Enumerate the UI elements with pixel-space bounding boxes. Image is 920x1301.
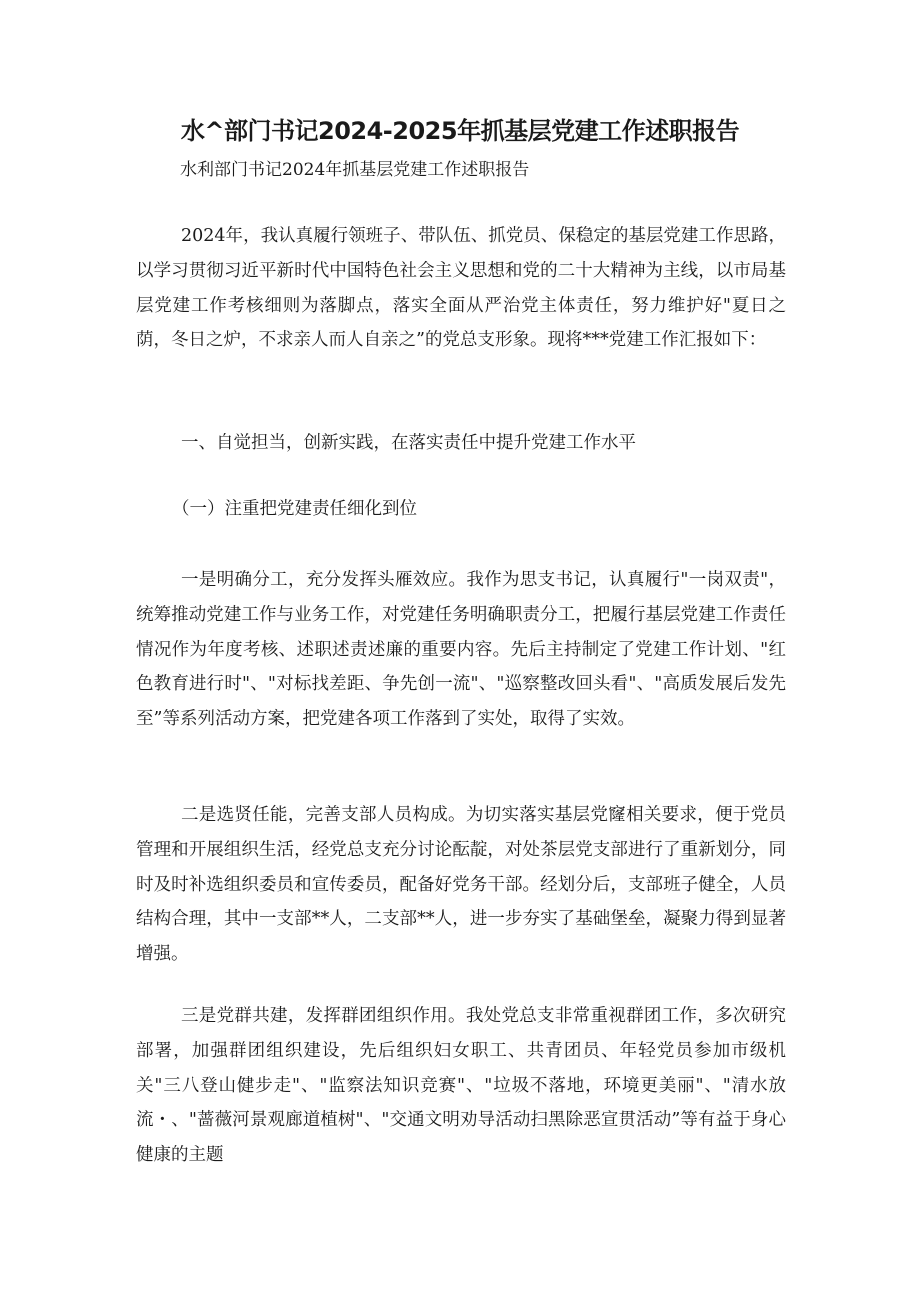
subsection-heading: （一）注重把党建责任细化到位 (172, 499, 417, 519)
point-one-paragraph: 一是明确分工，充分发挥头雁效应。我作为思支书记，认真履行"一岗双责"，统筹推动党建工作与业务工作，对党建任务明确职责分工，把履行基层党建工作责任情况作为年度考核、述职述责述廉的重要内容。先后主持制定了党建工作计划、"红色教育进行时"、"对标找差距、争先创一流"、"巡察整改回头看"、"高质发展后发先至”等系列活动方案，把党建各项工作落到了实处，取得了实效。 (136, 570, 786, 730)
section-heading: 一、自觉担当，创新实践，在落实责任中提升党建工作水平 (181, 433, 636, 453)
document-subtitle: 水利部门书记2024年抓基层党建工作述职报告 (180, 160, 530, 180)
document-title: 水^部门书记2024-2025年抓基层党建工作述职报告 (180, 117, 740, 145)
point-three-paragraph: 三是党群共建，发挥群团组织作用。我处党总支非常重视群团工作，多次研究部署，加强群团组织建设，先后组织妇女职工、共青团员、年轻党员参加市级机关"三八登山健步走"、"监察法知识竞赛"、"垃圾不落地，环境更美丽"、"清水放流・、"蔷薇河景观廊道植树"、"交通文明劝导活动扫黑除恶宣贯活动”等有益于身心健康的主题 (136, 1006, 786, 1166)
point-two-paragraph: 二是选贤任能，完善支部人员构成。为切实落实基层党窿相关要求，便于党员管理和开展组织生活，经党总支充分讨论酝靛，对处茶层党支部进行了重新划分，同时及时补选组织委员和宣传委员，配备好党务干部。经划分后，支部班子健全，人员结构合理，其中一支部**人，二支部**人，进一步夯实了基础堡垒，凝聚力得到显著增强。 (136, 805, 786, 965)
intro-paragraph: 2024年，我认真履行领班子、带队伍、抓党员、保稳定的基层党建工作思路，以学习贯彻习近平新时代中国特色社会主义思想和党的二十大精神为主线，以市局基层党建工作考核细则为落脚点，落实全面从严治党主体责任，努力维护好"夏日之荫，冬日之炉，不求亲人而人自亲之”的党总支形象。现将***党建工作汇报如下： (136, 226, 786, 351)
